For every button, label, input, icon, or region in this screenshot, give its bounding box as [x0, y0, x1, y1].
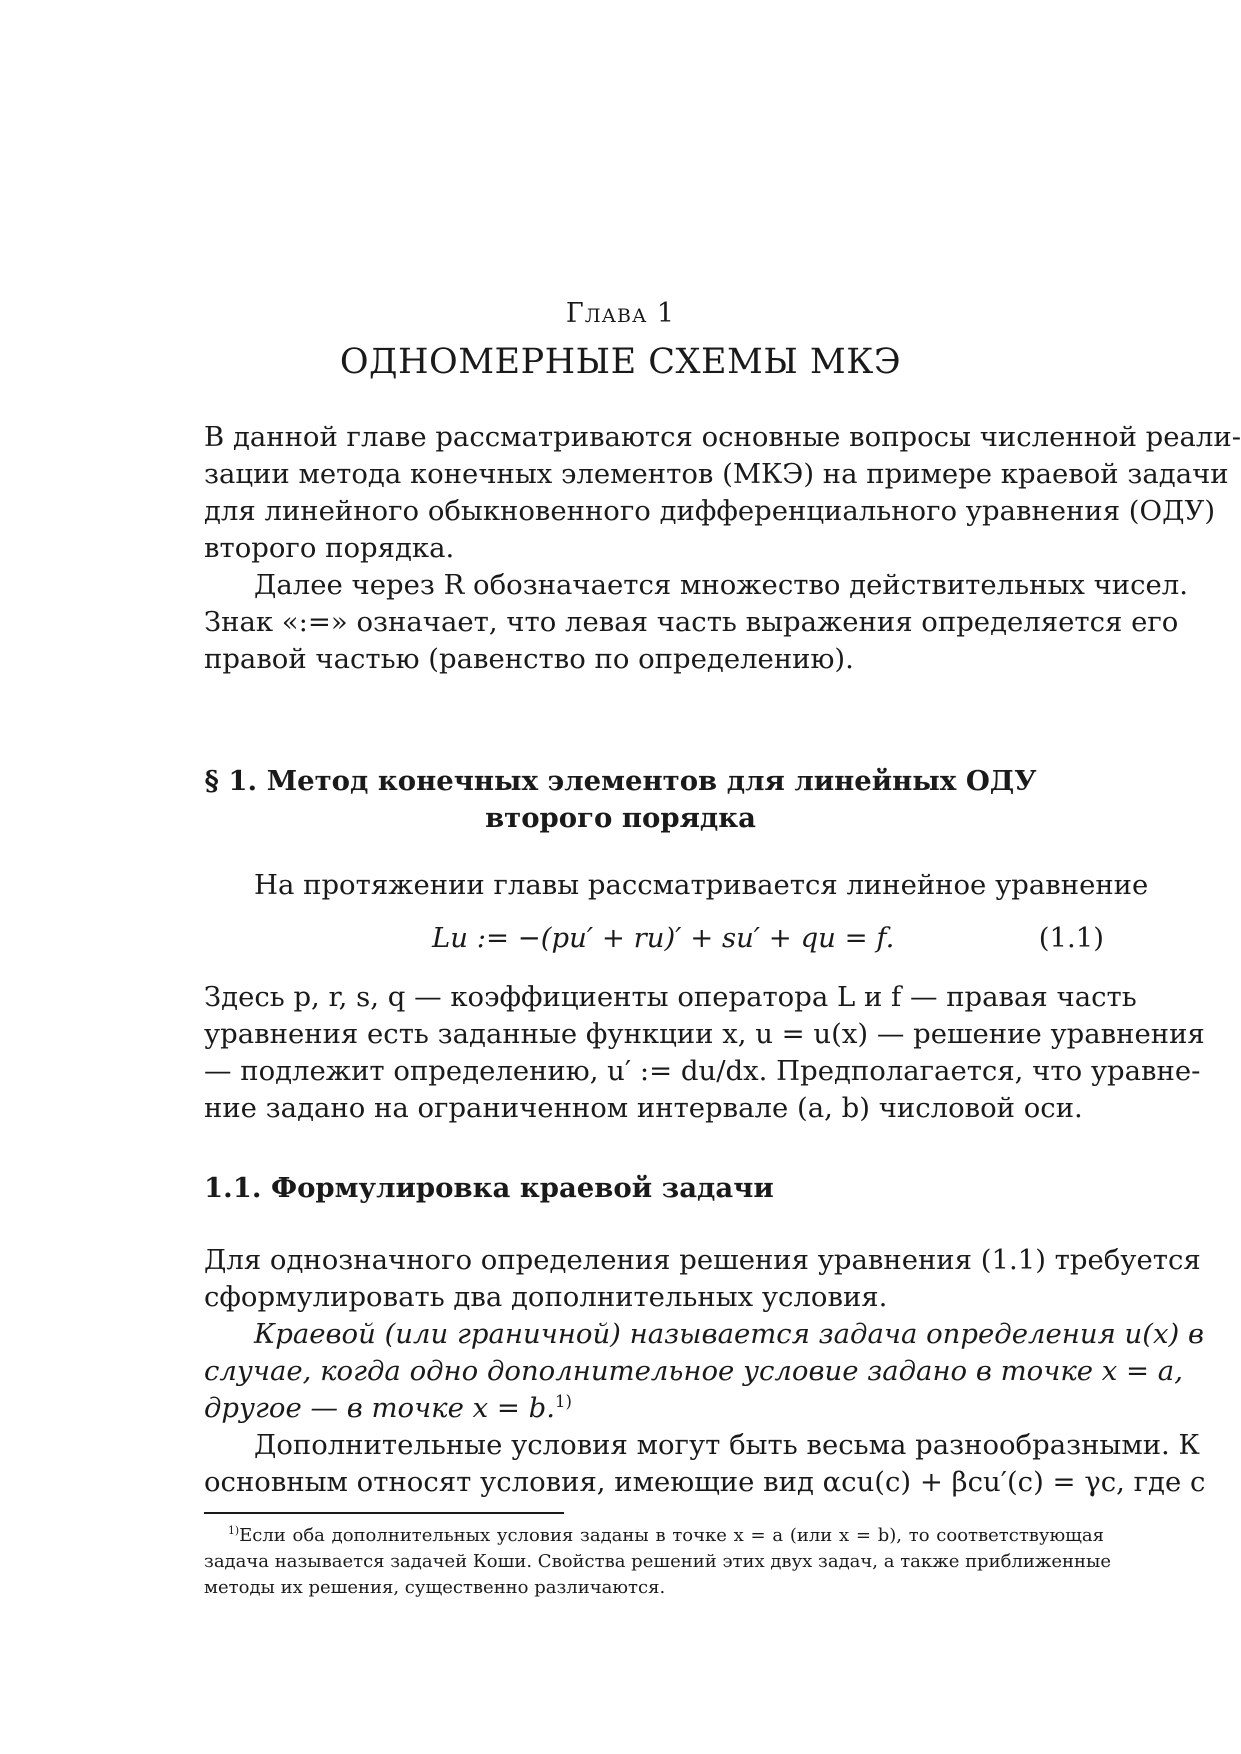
- text-line: случае, когда одно дополнительное условие задано в точке x = a,: [204, 1355, 1183, 1387]
- text-line: Краевой (или граничной) называется задача определения u(x) в: [254, 1318, 1204, 1350]
- equation-number: (1.1): [1038, 922, 1104, 954]
- section-title: [0, 763, 1241, 837]
- intro-paragraph-2: [204, 567, 1188, 678]
- text-line: сформулировать два дополнительных условия.: [204, 1281, 888, 1313]
- text-line: для линейного обыкновенного дифференциального уравнения (ОДУ): [204, 495, 1216, 527]
- intro-paragraph-1: [204, 419, 1241, 567]
- text-line: На протяжении главы рассматривается линейное уравнение: [254, 869, 1149, 901]
- section-lead: [204, 867, 1149, 904]
- equation-1-1: [204, 922, 1104, 962]
- subsection-paragraph-1: [204, 1242, 1201, 1316]
- chapter-title: ОДНОМЕРНЫЕ СХЕМЫ МКЭ: [339, 342, 902, 382]
- chapter-label: Глава 1: [565, 298, 676, 329]
- text-line: ние задано на ограниченном интервале (a, b) числовой оси.: [204, 1092, 1083, 1124]
- footnote-line: [204, 1523, 1104, 1549]
- footnote-rule: [204, 1512, 564, 1514]
- equation-explanation: [204, 979, 1205, 1127]
- text-line: Для однозначного определения решения уравнения (1.1) требуется: [204, 1244, 1201, 1276]
- section-title-line-1: § 1. Метод конечных элементов для линейных ОДУ: [204, 765, 1037, 797]
- footnote: [204, 1523, 1112, 1601]
- definition-last-line: другое — в точке x = b.: [204, 1392, 556, 1424]
- text-line: [204, 1390, 1104, 1427]
- text-line: Дополнительные условия могут быть весьма разнообразными. К: [254, 1429, 1200, 1461]
- subsection-title: 1.1. Формулировка краевой задачи: [204, 1172, 774, 1204]
- footnote-line: методы их решения, существенно различаются.: [204, 1577, 666, 1598]
- text-line: уравнения есть заданные функции x, u = u(x) — решение уравнения: [204, 1018, 1205, 1050]
- definition-paragraph: [204, 1316, 1204, 1427]
- footnote-line-text: Если оба дополнительных условия заданы в точке x = a (или x = b), то соответствующая: [239, 1525, 1104, 1546]
- text-line: зации метода конечных элементов (МКЭ) на примере краевой задачи: [204, 458, 1229, 490]
- text-line: Здесь p, r, s, q — коэффициенты оператора L и f — правая часть: [204, 981, 1137, 1013]
- text-line: второго порядка.: [204, 532, 455, 564]
- section-title-line-2: второго порядка: [485, 802, 756, 834]
- footnote-ref[interactable]: 1): [555, 1391, 572, 1411]
- text-line: Далее через R обозначается множество действительных чисел.: [254, 569, 1188, 601]
- text-line: В данной главе рассматриваются основные вопросы численной реали-: [204, 421, 1241, 453]
- footnote-line: задача называется задачей Коши. Свойства решений этих двух задач, а также приближенные: [204, 1551, 1112, 1572]
- equation-body: Lu := −(pu′ + ru)′ + su′ + qu = f.: [432, 922, 895, 954]
- text-line: правой частью (равенство по определению).: [204, 643, 854, 675]
- subsection-paragraph-2: [204, 1427, 1206, 1501]
- text-line: Знак «:=» означает, что левая часть выражения определяется его: [204, 606, 1179, 638]
- footnote-mark: 1): [228, 1524, 240, 1537]
- text-line: — подлежит определению, u′ := du/dx. Предполагается, что уравне-: [204, 1055, 1201, 1087]
- text-line: основным относят условия, имеющие вид αcu(c) + βcu′(c) = γc, где c: [204, 1466, 1206, 1498]
